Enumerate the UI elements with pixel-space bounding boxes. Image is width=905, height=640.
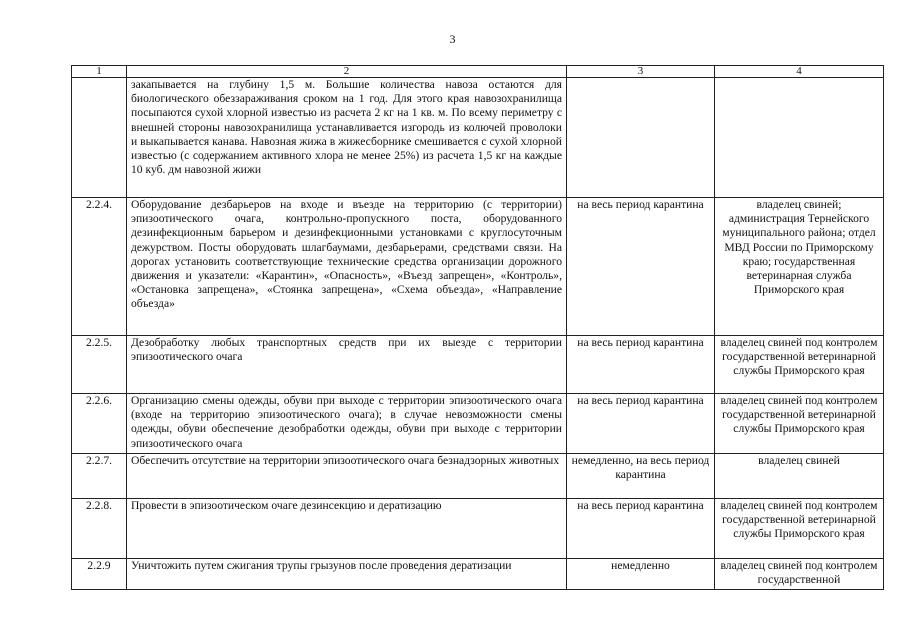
measures-table [71, 65, 884, 590]
measure-description: Оборудование дезбарьеров на входе и въезде на территорию (с территории) эпизоотического очага, контрольно-пропускного поста, оборудованного дезинфекционным барьером и дезинфекционными установками с круглосуточным дежурством. Посты оборудовать шлагбаумами, дезбарьерами, средствами связи. На дорогах установить соответствующие технические средства организации дорожного движения и указатели: «Карантин», «Опасность», «Въезд запрещен», «Контроль», «Остановка запрещена», «Стоянка запрещена», «Схема объезда», «Направление объезда» [127, 198, 567, 336]
row-number: 2.2.9 [72, 559, 127, 590]
table-row [72, 454, 884, 499]
measure-description: Уничтожить путем сжигания трупы грызунов после проведения дератизации [127, 559, 567, 590]
measure-period: на весь период карантина [567, 499, 715, 559]
measure-period [567, 78, 715, 198]
row-number: 2.2.5. [72, 336, 127, 394]
table-row [72, 336, 884, 394]
table-row [72, 559, 884, 590]
column-header: 2 [127, 66, 567, 78]
row-number: 2.2.6. [72, 394, 127, 454]
measure-responsible: владелец свиней [715, 454, 884, 499]
column-header: 1 [72, 66, 127, 78]
column-header: 4 [715, 66, 884, 78]
column-header: 3 [567, 66, 715, 78]
page-number: 3 [449, 32, 456, 46]
row-number: 2.2.8. [72, 499, 127, 559]
measure-description: Провести в эпизоотическом очаге дезинсекцию и дератизацию [127, 499, 567, 559]
table-row [72, 198, 884, 336]
table-row [72, 499, 884, 559]
measure-period: на весь период карантина [567, 336, 715, 394]
measure-responsible: владелец свиней под контролем государственной ветеринарной службы Приморского края [715, 394, 884, 454]
measure-responsible: владелец свиней под контролем государственной ветеринарной службы Приморского края [715, 336, 884, 394]
measure-period: на весь период карантина [567, 394, 715, 454]
measure-period: на весь период карантина [567, 198, 715, 336]
measure-responsible: владелец свиней под контролем государственной ветеринарной службы Приморского края [715, 499, 884, 559]
measure-description: Организацию смены одежды, обуви при выходе с территории эпизоотического очага (входе на территорию эпизоотического очага); в случае невозможности смены одежды, обуви обеспечение дезобработки одежды, обуви при выходе с территории эпизоотического очага [127, 394, 567, 454]
row-number: 2.2.4. [72, 198, 127, 336]
measure-responsible: владелец свиней; администрация Тернейского муниципального района; отдел МВД России по Приморскому краю; государственная ветеринарная служба Приморского края [715, 198, 884, 336]
measure-period: немедленно [567, 559, 715, 590]
measure-description: закапывается на глубину 1,5 м. Большие количества навоза остаются для биологического обеззараживания сроком на 1 год. Для этого края навозохранилища посыпаются сухой хлорной известью из расчета 2 кг на 1 кв. м. По всему периметру с внешней стороны навозохранилища устанавливается изгородь из колючей проволоки и выкапывается канава. Навозная жижа в жижесборнике смешивается с сухой хлорной известью (с содержанием активного хлора не менее 25%) из расчета 1,5 кг на каждые 10 куб. дм навозной жижи [127, 78, 567, 198]
measure-period: немедленно, на весь период карантина [567, 454, 715, 499]
measure-responsible [715, 78, 884, 198]
measure-responsible: владелец свиней под контролем государственной [715, 559, 884, 590]
measure-description: Обеспечить отсутствие на территории эпизоотического очага безнадзорных животных [127, 454, 567, 499]
row-number [72, 78, 127, 198]
row-number: 2.2.7. [72, 454, 127, 499]
table-row [72, 78, 884, 198]
table-header-row [72, 66, 884, 78]
table-row [72, 394, 884, 454]
measure-description: Дезобработку любых транспортных средств при их выезде с территории эпизоотического очага [127, 336, 567, 394]
